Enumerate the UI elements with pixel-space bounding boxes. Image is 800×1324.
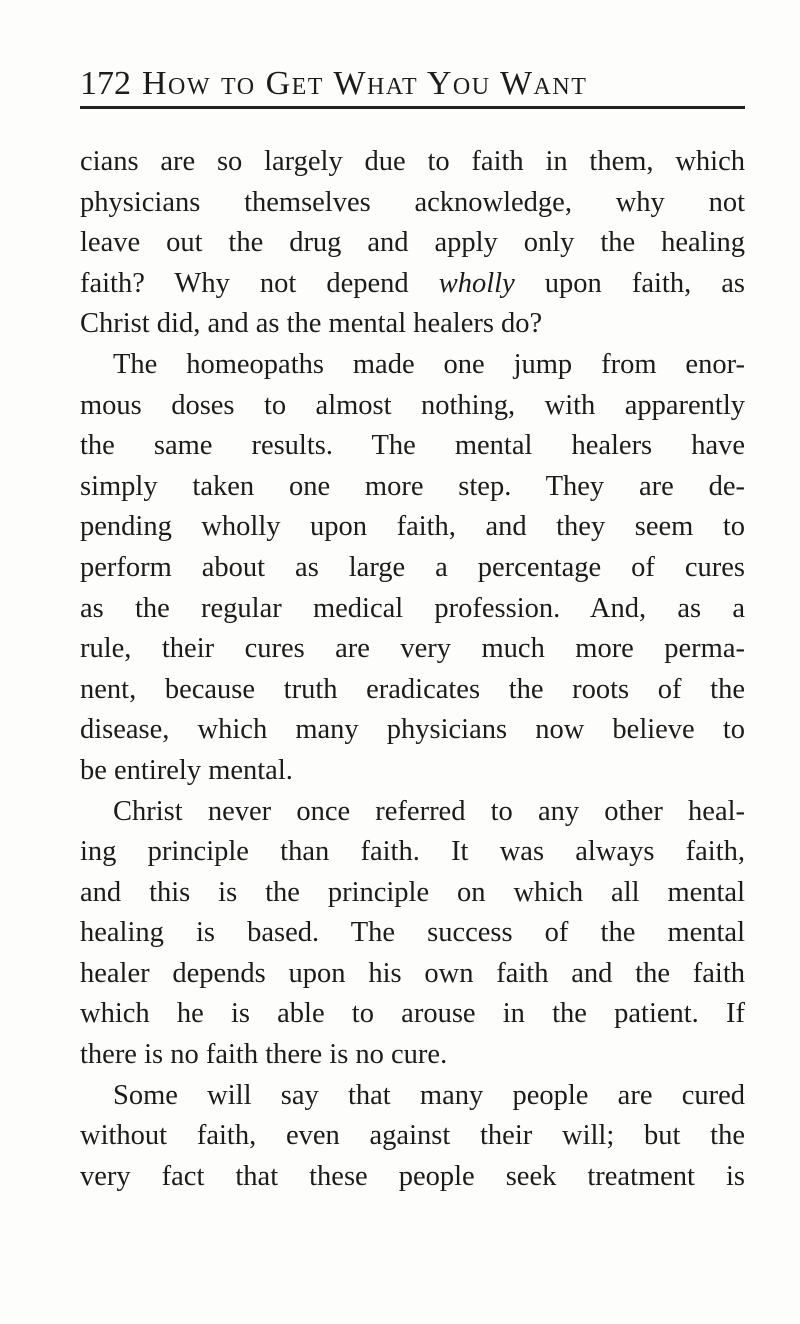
text-line: Christ never once referred to any other heal-: [113, 795, 745, 827]
text-line: which he is able to arouse in the patient. If: [80, 998, 745, 1030]
text-line: as the regular medical profession. And, as a: [80, 592, 745, 624]
text-line: disease, which many physicians now believe to: [80, 714, 745, 746]
running-title: How to Get What You Want: [142, 65, 588, 102]
text-line: without faith, even against their will; but the: [80, 1120, 745, 1152]
text-line: rule, their cures are very much more perma-: [80, 633, 745, 665]
text-line: cians are so largely due to faith in them, which: [80, 146, 745, 177]
text-line: leave out the drug and apply only the healing: [80, 227, 745, 259]
text-line: pending wholly upon faith, and they seem to: [80, 511, 745, 543]
text-line: healing is based. The success of the mental: [80, 917, 745, 949]
text-line: ing principle than faith. It was always faith,: [80, 836, 745, 868]
text-run: faith? Why not depend: [80, 267, 439, 299]
book-page: [80, 62, 746, 1192]
text-line: healer depends upon his own faith and the faith: [80, 957, 745, 989]
text-line: nent, because truth eradicates the roots of the: [80, 673, 745, 705]
text-line: and this is the principle on which all mental: [80, 876, 745, 908]
text-line: Christ did, and as the mental healers do?: [80, 308, 543, 340]
body-text: [80, 142, 745, 1197]
text-run: upon faith, as: [514, 267, 746, 299]
text-line: mous doses to almost nothing, with apparently: [80, 389, 745, 421]
text-line: simply taken one more step. They are de-: [80, 470, 745, 502]
text-line: Some will say that many people are cured: [113, 1079, 745, 1111]
text-line: be entirely mental.: [80, 754, 293, 786]
text-line: [80, 264, 745, 305]
emphasis-wholly: wholly: [438, 267, 515, 299]
running-header: [80, 62, 745, 106]
text-line: perform about as large a percentage of cures: [80, 551, 745, 583]
text-line: physicians themselves acknowledge, why not: [80, 186, 745, 218]
text-line: there is no faith there is no cure.: [80, 1039, 448, 1071]
page-number: 172: [80, 65, 131, 102]
text-line: the same results. The mental healers have: [80, 430, 745, 462]
text-line: The homeopaths made one jump from enor-: [113, 348, 745, 380]
text-line: very fact that these people seek treatment is: [80, 1160, 745, 1192]
header-rule: [80, 106, 745, 109]
